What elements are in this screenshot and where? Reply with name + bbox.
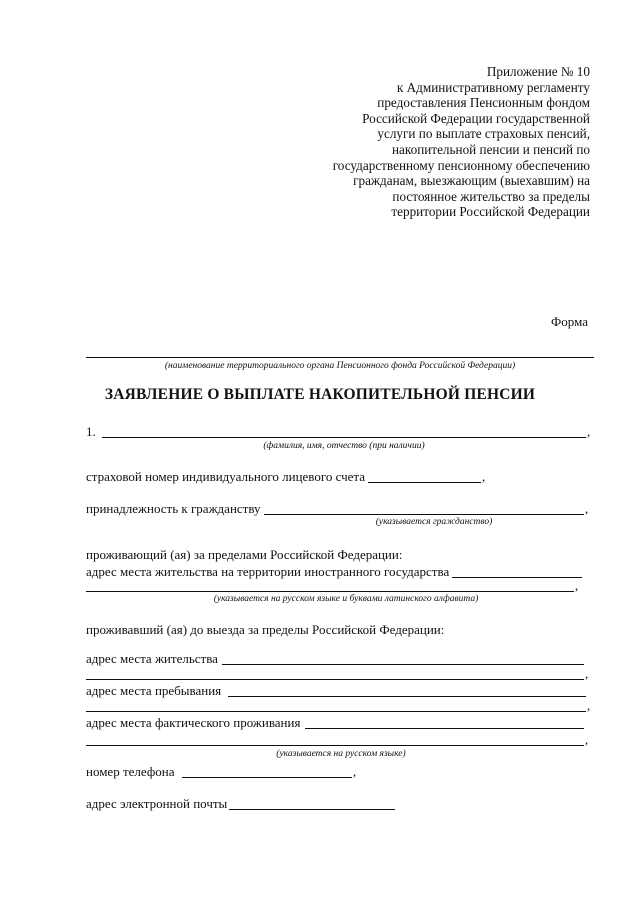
comma: , [585, 501, 589, 516]
residence-field[interactable] [222, 664, 584, 665]
phone-field[interactable] [182, 777, 352, 778]
foreign-address-caption: (указывается на русском языке и буквами латинского алфавита) [213, 594, 479, 604]
foreign-address-field-continued[interactable] [86, 591, 574, 592]
appendix-line: к Административному регламенту [396, 79, 590, 95]
document-title: ЗАЯВЛЕНИЕ О ВЫПЛАТЕ НАКОПИТЕЛЬНОЙ ПЕНСИИ [104, 386, 536, 403]
form-label: Форма [551, 314, 588, 329]
russian-caption: (указывается на русском языке) [276, 749, 406, 759]
living-abroad-label: проживающий (ая) за пределами Российской Федерации: [86, 547, 403, 562]
email-label: адрес электронной почты [86, 796, 228, 811]
comma: , [587, 424, 591, 439]
appendix-line: постоянное жительство за пределы [392, 188, 590, 204]
citizenship-field[interactable] [264, 514, 584, 515]
appendix-line: услуги по выплате страховых пенсий, [377, 126, 590, 142]
comma: , [587, 698, 591, 713]
actual-address-field-continued[interactable] [86, 745, 584, 746]
lived-before-label: проживавший (ая) до выезда за пределы Российской Федерации: [86, 622, 445, 637]
appendix-line: государственному пенсионному обеспечению [332, 157, 590, 173]
comma: , [585, 732, 589, 747]
comma: , [575, 578, 579, 593]
fio-field[interactable] [102, 437, 586, 438]
appendix-line: Приложение № 10 [486, 64, 590, 79]
organ-name-field[interactable] [86, 357, 594, 358]
organ-caption: (наименование территориального органа Пенсионного фонда Российской Федерации) [164, 361, 516, 371]
citizenship-caption: (указывается гражданство) [375, 517, 493, 527]
foreign-address-field[interactable] [452, 577, 582, 578]
item-number: 1. [86, 424, 96, 439]
comma: , [353, 764, 357, 779]
comma: , [482, 469, 486, 484]
stay-label: адрес места пребывания [86, 683, 222, 698]
appendix-line: территории Российской Федерации [391, 204, 590, 220]
stay-field-continued[interactable] [86, 711, 586, 712]
foreign-address-label: адрес места жительства на территории иностранного государства [86, 564, 450, 579]
comma: , [585, 666, 589, 681]
appendix-line: Российской Федерации государственной [362, 110, 590, 126]
residence-label: адрес места жительства [86, 651, 218, 666]
residence-field-continued[interactable] [86, 679, 584, 680]
email-field[interactable] [229, 809, 395, 810]
actual-address-label: адрес места фактического проживания [86, 715, 301, 730]
phone-label: номер телефона [86, 764, 175, 779]
citizenship-label: принадлежность к гражданству [86, 501, 261, 516]
stay-field[interactable] [228, 696, 586, 697]
appendix-line: предоставления Пенсионным фондом [377, 95, 590, 111]
fio-caption: (фамилия, имя, отчество (при наличии) [263, 441, 425, 451]
appendix-header [270, 64, 590, 220]
appendix-line: накопительной пенсии и пенсий по [391, 141, 590, 157]
snils-label: страховой номер индивидуального лицевого счета [86, 469, 366, 484]
appendix-line: гражданам, выезжающим (выехавшим) на [353, 173, 590, 189]
actual-address-field[interactable] [305, 728, 584, 729]
snils-field[interactable] [368, 482, 481, 483]
